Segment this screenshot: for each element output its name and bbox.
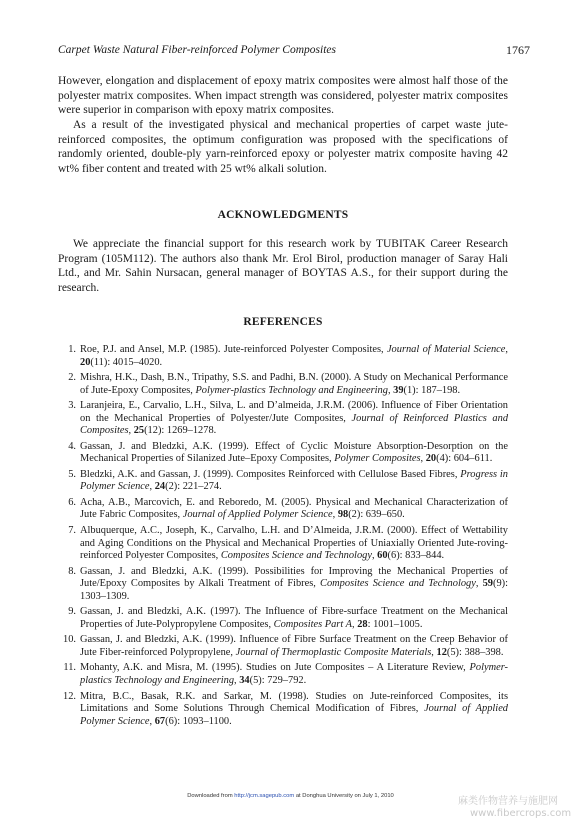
- reference-item: [58, 525, 508, 563]
- reference-volume: 39: [393, 384, 404, 396]
- reference-pages: (12): 1269–1278.: [144, 425, 217, 437]
- reference-journal: Composites Science and Technology: [320, 578, 476, 590]
- running-header: [58, 44, 530, 60]
- reference-volume: 20: [425, 453, 437, 465]
- body-paragraph-1: However, elongation and displacement of epoxy matrix composites were almost half those of the polyester matrix composites. When impact strength was considered, polyester matrix composites were superior in comparison with epoxy matrix composites.: [58, 75, 508, 117]
- references-heading: REFERENCES: [243, 316, 323, 328]
- reference-authors-title: Gassan, J. and Bledzki, A.K. (1999). Effect of Cyclic Moisture Absorption-Desorption on the Mechanical Properties of Silanized Jute–Epoxy Composites,: [80, 440, 508, 465]
- reference-pages: (5): 729–792.: [249, 674, 307, 686]
- reference-number: 7.: [68, 525, 76, 537]
- reference-volume: 67: [154, 715, 166, 727]
- reference-number: 10.: [63, 634, 76, 646]
- reference-authors-title: Mishra, H.K., Dash, B.N., Tripathy, S.S. and Padhi, B.N. (2000). A Study on Mechanical Performance of Jute-Epoxy Composites,: [80, 372, 508, 396]
- running-title: Carpet Waste Natural Fiber-reinforced Polymer Composites: [58, 44, 336, 56]
- reference-authors-title: Laranjeira, E., Carvalio, L.H., Silva, L. and D’almeida, J.R.M. (2006). Influence of Fiber Orientation on the Mechanical Properties of Polyester/Jute Composites,: [80, 400, 508, 424]
- reference-separator: ,: [505, 344, 508, 355]
- reference-separator: ,: [351, 618, 358, 630]
- reference-volume: 12: [436, 646, 447, 658]
- reference-volume: 98: [337, 509, 349, 521]
- reference-pages: (6): 1093–1100.: [165, 715, 232, 727]
- reference-journal: Polymer-plastics Technology and Engineering: [80, 662, 508, 686]
- reference-number: 12.: [63, 690, 76, 702]
- reference-separator: ,: [332, 509, 338, 521]
- reference-authors-title: Albuquerque, A.C., Joseph, K., Carvalho, L.H. and D’Almeida, J.R.M. (2000). Effect of Wettability and Aging Conditions on the Physical and Mechanical Properties of Uniaxially Oriented Jute-roving-reinforced Polyester Composites,: [80, 525, 508, 562]
- acknowledgments-text: We appreciate the financial support for this research work by TUBITAK Career Research Program (105M112). The authors also thank Mr. Erol Birol, production manager of Saray Hali Ltd., and Mr. Sahin Nursacan, general manager of BOYTAS A.S., for their support during the research.: [58, 238, 508, 294]
- reference-number: 11.: [63, 662, 76, 674]
- reference-volume: 25: [133, 425, 145, 437]
- reference-authors-title: Roe, P.J. and Ansel, M.P. (1985). Jute-reinforced Polyester Composites,: [80, 344, 387, 355]
- reference-pages: (2): 221–274.: [165, 481, 222, 493]
- reference-volume: 20: [80, 356, 91, 368]
- reference-number: 5.: [68, 468, 76, 480]
- reference-number: 9.: [68, 606, 76, 618]
- reference-separator: ,: [475, 578, 483, 590]
- reference-pages: (6): 833–844.: [387, 550, 445, 562]
- reference-separator: ,: [128, 425, 134, 437]
- reference-volume: 34: [239, 674, 250, 686]
- reference-authors-title: Gassan, J. and Bledzki, A.K. (1997). The Influence of Fibre-surface Treatment on the Mechanical Properties of Jute-Polypropylene Composites,: [80, 606, 508, 630]
- reference-journal: Composites Part A: [273, 618, 352, 630]
- reference-pages: (1): 187–198.: [403, 384, 461, 396]
- reference-pages: (9): 1303–1309.: [80, 578, 508, 602]
- reference-item: [58, 691, 508, 729]
- reference-volume: 28: [357, 618, 368, 630]
- reference-separator: ,: [420, 453, 426, 465]
- reference-item: [58, 441, 508, 466]
- reference-item: [58, 566, 508, 604]
- reference-journal: Progress in Polymer Science: [80, 468, 508, 493]
- footer-prefix: Downloaded from: [187, 793, 235, 799]
- reference-pages: (4): 604–611.: [436, 453, 493, 465]
- reference-number: 2.: [68, 372, 76, 384]
- reference-number: 4.: [68, 440, 76, 452]
- reference-item: [58, 400, 508, 438]
- reference-separator: ,: [431, 646, 437, 658]
- reference-item: [58, 662, 508, 687]
- reference-item: [58, 469, 508, 494]
- footer-suffix: at Donghua University on July 1, 2010: [294, 793, 394, 799]
- reference-journal: Polymer Composites: [334, 453, 421, 465]
- reference-separator: ,: [149, 715, 155, 727]
- reference-journal: Composites Science and Technology: [220, 550, 372, 562]
- footer-link[interactable]: http://jcm.sagepub.com: [234, 793, 295, 799]
- reference-item: [58, 634, 508, 659]
- reference-journal: Polymer-plastics Technology and Engineering: [195, 384, 388, 396]
- acknowledgments-heading: ACKNOWLEDGMENTS: [217, 209, 349, 221]
- reference-number: 1.: [68, 344, 76, 355]
- reference-separator: ,: [387, 384, 394, 396]
- reference-number: 6.: [68, 496, 76, 508]
- reference-authors-title: Acha, A.B., Marcovich, E. and Reboredo, M. (2005). Physical and Mechanical Characterization of Jute Fabric Composites,: [80, 496, 508, 521]
- reference-number: 3.: [68, 400, 76, 412]
- reference-separator: ,: [149, 481, 155, 493]
- body-paragraph-2: As a result of the investigated physical and mechanical properties of carpet waste jute-reinforced composites, the optimum configuration was proposed with the specifications of randomly oriented, double-ply yarn-reinforced epoxy or polyester matrix composite having 42 wt% fiber content and treated with 25 wt% alkali solution.: [58, 119, 508, 175]
- reference-pages: (5): 388–398.: [446, 646, 504, 658]
- watermark-url: www.fibercrops.com: [470, 808, 572, 819]
- reference-authors-title: Mohanty, A.K. and Misra, M. (1995). Studies on Jute Composites – A Literature Review,: [80, 662, 470, 674]
- reference-volume: 59: [482, 578, 493, 590]
- reference-journal: Journal of Reinforced Plastics and Composites: [80, 412, 509, 437]
- reference-journal: Journal of Applied Polymer Science: [182, 509, 333, 521]
- reference-item: [58, 497, 508, 522]
- reference-volume: 60: [377, 550, 388, 562]
- reference-item: [58, 372, 508, 397]
- reference-list: [58, 344, 508, 731]
- reference-volume: 24: [154, 481, 166, 493]
- reference-pages: : 1001–1005.: [367, 618, 423, 630]
- reference-authors-title: Gassan, J. and Bledzki, A.K. (1999). Possibilities for Improving the Mechanical Properties of Jute/Epoxy Composites by Alkali Treatment of Fibres,: [80, 565, 508, 590]
- reference-pages: (2): 639–650.: [348, 509, 405, 521]
- watermark-chinese: 麻类作物营养与施肥网: [458, 796, 558, 807]
- reference-journal: Journal of Thermoplastic Composite Materials: [235, 646, 432, 658]
- reference-separator: ,: [371, 550, 378, 562]
- reference-journal: Journal of Material Science: [386, 344, 506, 355]
- reference-item: [58, 606, 508, 631]
- reference-authors-title: Gassan, J. and Bledzki, A.K. (1999). Influence of Fibre Surface Treatment on the Creep Behavior of Jute Fiber-reinforced Polypropylene,: [80, 634, 508, 658]
- reference-authors-title: Bledzki, A.K. and Gassan, J. (1999). Composites Reinforced with Cellulose Based Fibres,: [80, 468, 461, 480]
- reference-pages: (11): 4015–4020.: [90, 356, 163, 368]
- reference-number: 8.: [68, 565, 76, 577]
- page-number: 1767: [506, 43, 530, 57]
- reference-item: [58, 344, 508, 369]
- reference-authors-title: Mitra, B.C., Basak, R.K. and Sarkar, M. (1998). Studies on Jute-reinforced Composites, its Limitations and Some Solutions Through Chemical Modification of Fibres,: [80, 690, 508, 715]
- reference-journal: Journal of Applied Polymer Science: [80, 703, 509, 727]
- reference-separator: ,: [234, 674, 240, 686]
